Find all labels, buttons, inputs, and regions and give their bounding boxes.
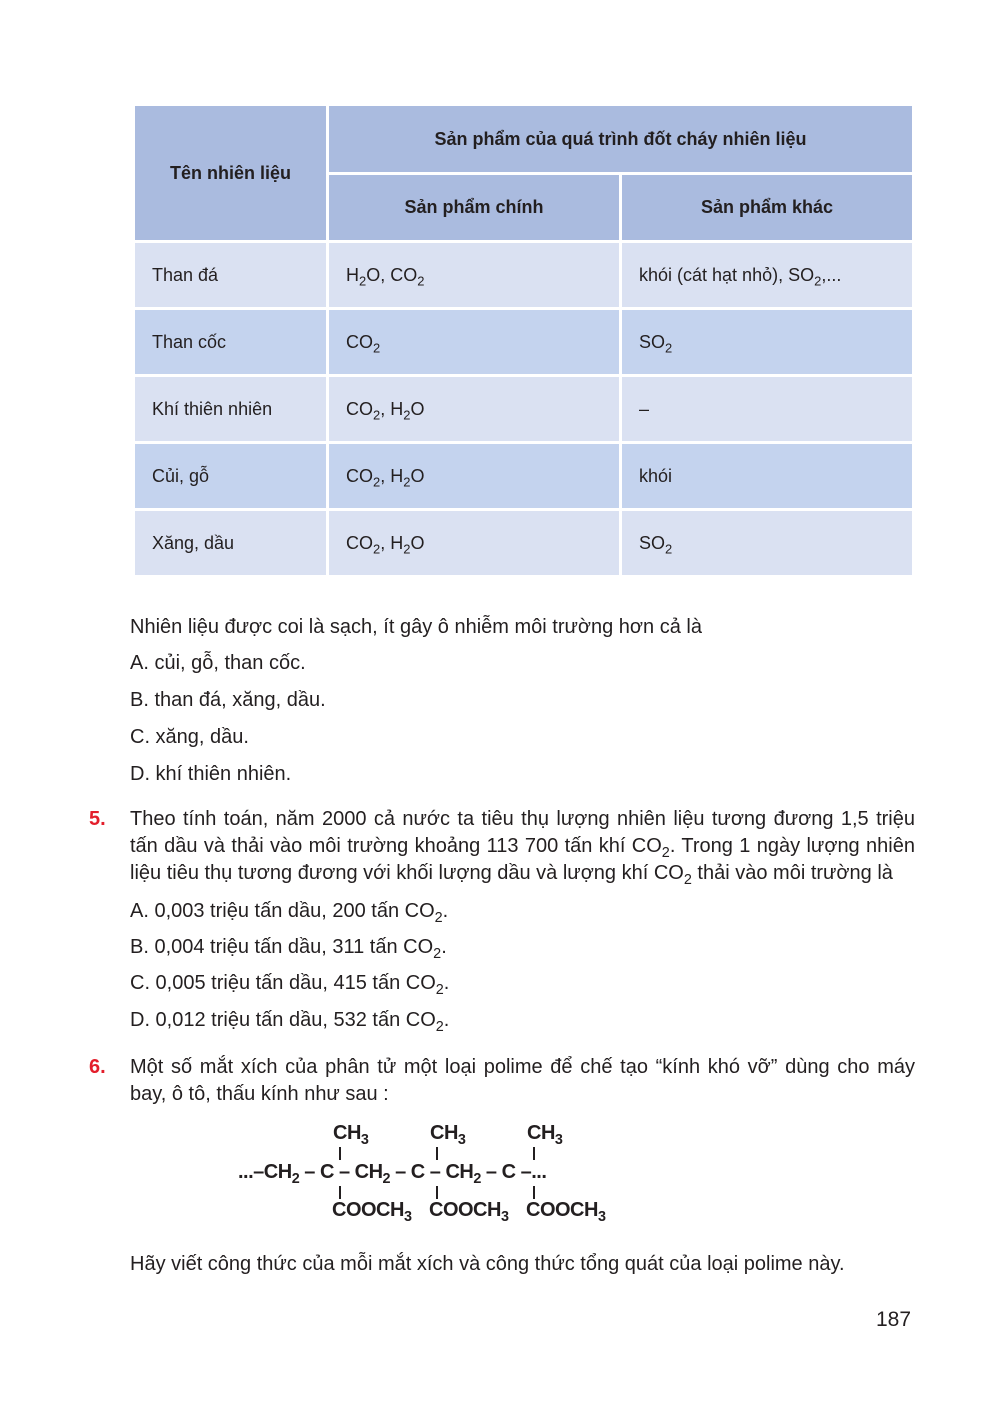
q6-stem: Một số mắt xích của phân tử một loại polime để chế tạo “kính khó vỡ” dùng cho máy bay, ô tô, thấu kính như sau : (130, 1056, 915, 1105)
bond-bottom-2 (436, 1186, 438, 1199)
q5-option-a: A. 0,003 triệu tấn dầu, 200 tấn $CO_2$. (130, 900, 449, 927)
q4-option-a: A. củi, gỗ, than cốc. (130, 652, 306, 674)
q4-option-c: C. xăng, dầu. (130, 726, 249, 748)
header-other-products: Sản phẩm khác (621, 174, 914, 242)
main-product-cell: $CO_2$, $H_2O$ (328, 443, 621, 510)
bond-top-1 (339, 1147, 341, 1160)
header-fuel-name: Tên nhiên liệu (134, 105, 328, 242)
header-combustion-products: Sản phẩm của quá trình đốt cháy nhiên liệu (328, 105, 914, 174)
methyl-group-3: $CH_3$ (527, 1122, 563, 1149)
methyl-group-1: $CH_3$ (333, 1122, 369, 1149)
main-product-cell: $CO_2$, $H_2O$ (328, 376, 621, 443)
fuel-cell: Củi, gỗ (134, 443, 328, 510)
ester-group-1: $COOCH_3$ (332, 1199, 412, 1226)
bond-bottom-1 (339, 1186, 341, 1199)
fuel-cell: Than đá (134, 242, 328, 309)
q4-option-d: D. khí thiên nhiên. (130, 763, 292, 785)
page-number: 187 (876, 1308, 912, 1331)
fuel-combustion-table (132, 103, 915, 578)
polymer-structural-formula (238, 1120, 658, 1230)
q6-task: Hãy viết công thức của mỗi mắt xích và công thức tổng quát của loại polime này. (130, 1253, 845, 1275)
table-row (134, 510, 914, 577)
ester-group-3: $COOCH_3$ (526, 1199, 606, 1226)
table-row (134, 242, 914, 309)
q5-stem: Theo tính toán, năm 2000 cả nước ta tiêu thụ lượng nhiên liệu tương đương 1,5 triệu tấn dầu và thải vào môi trường khoảng 113 700 tấn khí $CO_2$. Trong 1 ngày lượng nhiên liệu tiêu thụ tương đương với khối lượng dầu và lượng khí $CO_2$ thải vào môi trường là (130, 808, 915, 889)
other-product-cell: khói (621, 443, 914, 510)
fuel-cell: Xăng, dầu (134, 510, 328, 577)
q5-option-c: C. 0,005 triệu tấn dầu, 415 tấn $CO_2$. (130, 972, 450, 999)
q6-number: 6. (89, 1056, 106, 1078)
main-product-cell: $CO_2$ (328, 309, 621, 376)
other-product-cell: khói (cát hạt nhỏ), $SO_2$,... (621, 242, 914, 309)
table-row (134, 309, 914, 376)
q5-option-b: B. 0,004 triệu tấn dầu, 311 tấn $CO_2$. (130, 936, 447, 963)
ester-group-2: $COOCH_3$ (429, 1199, 509, 1226)
q4-stem: Nhiên liệu được coi là sạch, ít gây ô nhiễm môi trường hơn cả là (130, 616, 702, 638)
q4-option-b: B. than đá, xăng, dầu. (130, 689, 326, 711)
main-product-cell: $CO_2$, $H_2O$ (328, 510, 621, 577)
table-row (134, 376, 914, 443)
other-product-cell: – (621, 376, 914, 443)
bond-bottom-3 (533, 1186, 535, 1199)
other-product-cell: $SO_2$ (621, 309, 914, 376)
methyl-group-2: $CH_3$ (430, 1122, 466, 1149)
bond-top-3 (533, 1147, 535, 1160)
main-product-cell: $H_2O$, $CO_2$ (328, 242, 621, 309)
q5-number: 5. (89, 808, 106, 830)
header-main-products: Sản phẩm chính (328, 174, 621, 242)
bond-top-2 (436, 1147, 438, 1160)
polymer-main-chain: $...-CH_2$ – C – $CH_2$ – C – $CH_2$ – C –... (238, 1161, 547, 1188)
q5-option-d: D. 0,012 triệu tấn dầu, 532 tấn $CO_2$. (130, 1009, 450, 1036)
table-row (134, 443, 914, 510)
fuel-cell: Khí thiên nhiên (134, 376, 328, 443)
fuel-cell: Than cốc (134, 309, 328, 376)
other-product-cell: $SO_2$ (621, 510, 914, 577)
